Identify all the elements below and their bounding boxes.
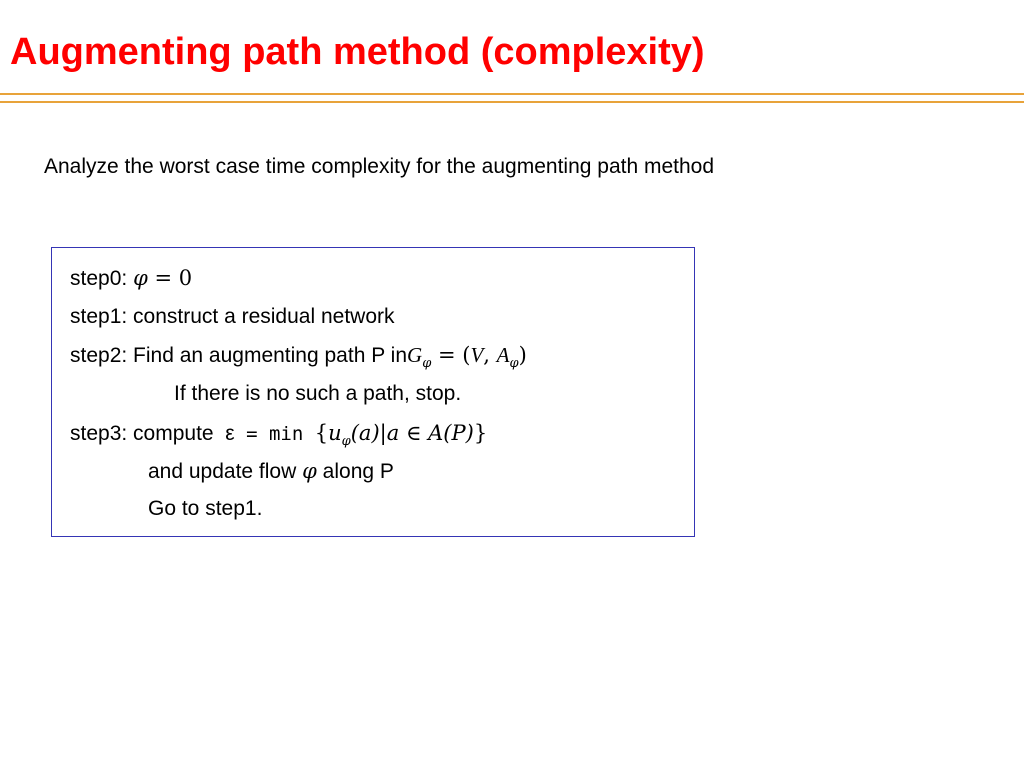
step3-open-brace: { (314, 421, 329, 445)
step3-equals-min: = min (234, 423, 315, 445)
step3-cont-post: along P (316, 460, 394, 483)
step3-cont-phi: φ (302, 459, 317, 483)
step2-a: A (496, 343, 510, 367)
goto-step1: Go to step1. (148, 497, 263, 520)
step3-epsilon: ε (225, 422, 235, 445)
step2-v: V (470, 343, 484, 367)
step0-label: step0: (70, 267, 128, 290)
step0-phi: φ (133, 266, 148, 290)
step2-text: step2: Find an augmenting path P in (70, 344, 408, 367)
step2-close-paren: ) (518, 343, 527, 367)
step3-continuation (148, 457, 394, 486)
step0-line (70, 264, 192, 293)
step0-equals-zero: = 0 (147, 266, 193, 290)
step2-comma: , (483, 343, 497, 367)
step3-cont-pre: and update flow (148, 460, 303, 483)
step2-equals: = ( (431, 343, 471, 367)
step3-u: u (328, 421, 342, 445)
step1-line: step1: construct a residual network (70, 305, 395, 328)
step2-continuation: If there is no such a path, stop. (174, 382, 462, 405)
step3-text: step3: compute (70, 422, 214, 445)
intro-text: Analyze the worst case time complexity for the augmenting path method (44, 155, 715, 178)
title-rule-top (0, 93, 1024, 95)
slide-title: Augmenting path method (complexity) (10, 31, 705, 73)
step2-g: G (407, 343, 423, 367)
step3-close-brace: } (473, 421, 488, 445)
step2-g-subscript: φ (422, 356, 432, 371)
step3-u-subscript: φ (341, 434, 351, 449)
step2-line (70, 341, 527, 378)
step2-a-subscript: φ (509, 356, 519, 371)
step3-line (70, 419, 487, 456)
title-rule-bottom (0, 101, 1024, 103)
step3-argument: (a)|a ∈ A(P) (350, 421, 474, 445)
